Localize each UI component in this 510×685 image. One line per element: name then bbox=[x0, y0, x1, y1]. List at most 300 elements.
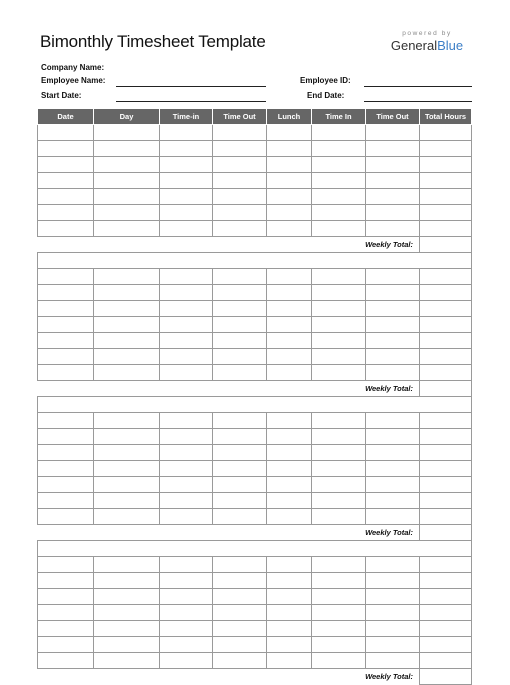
brand-powered-by: powered by bbox=[402, 30, 452, 37]
lunch-cell[interactable] bbox=[267, 493, 312, 509]
day-cell[interactable] bbox=[94, 189, 160, 205]
day-cell[interactable] bbox=[94, 333, 160, 349]
time-out-2-cell[interactable] bbox=[366, 205, 420, 221]
day-cell[interactable] bbox=[94, 285, 160, 301]
entry-row bbox=[38, 413, 472, 429]
day-cell[interactable] bbox=[94, 125, 160, 141]
time-in-cell[interactable] bbox=[160, 349, 213, 365]
start-date-field[interactable] bbox=[116, 101, 266, 102]
date-cell[interactable] bbox=[38, 189, 94, 205]
date-cell[interactable] bbox=[38, 141, 94, 157]
time-out-cell[interactable] bbox=[213, 461, 267, 477]
lunch-cell[interactable] bbox=[267, 333, 312, 349]
spacer-cell bbox=[213, 381, 267, 397]
time-in-cell[interactable] bbox=[160, 173, 213, 189]
spacer-cell bbox=[38, 381, 94, 397]
time-out-cell[interactable] bbox=[213, 301, 267, 317]
spacer-cell bbox=[38, 669, 94, 685]
total-hours-cell[interactable] bbox=[420, 429, 472, 445]
time-in-2-cell[interactable] bbox=[312, 221, 366, 237]
lunch-cell[interactable] bbox=[267, 349, 312, 365]
spacer-cell bbox=[38, 237, 94, 253]
time-out-2-cell[interactable] bbox=[366, 365, 420, 381]
total-hours-cell[interactable] bbox=[420, 317, 472, 333]
total-hours-cell[interactable] bbox=[420, 269, 472, 285]
date-cell[interactable] bbox=[38, 333, 94, 349]
total-hours-cell[interactable] bbox=[420, 477, 472, 493]
time-in-cell[interactable] bbox=[160, 413, 213, 429]
column-header-lunch: Lunch bbox=[267, 109, 312, 125]
day-cell[interactable] bbox=[94, 317, 160, 333]
day-cell[interactable] bbox=[94, 221, 160, 237]
time-out-2-cell[interactable] bbox=[366, 493, 420, 509]
total-hours-cell[interactable] bbox=[420, 205, 472, 221]
time-in-cell[interactable] bbox=[160, 221, 213, 237]
entry-row bbox=[38, 653, 472, 669]
day-cell[interactable] bbox=[94, 653, 160, 669]
lunch-cell[interactable] bbox=[267, 365, 312, 381]
date-cell[interactable] bbox=[38, 637, 94, 653]
day-cell[interactable] bbox=[94, 205, 160, 221]
entry-row bbox=[38, 301, 472, 317]
time-in-cell[interactable] bbox=[160, 637, 213, 653]
lunch-cell[interactable] bbox=[267, 557, 312, 573]
total-hours-cell[interactable] bbox=[420, 605, 472, 621]
entry-row bbox=[38, 445, 472, 461]
date-cell[interactable] bbox=[38, 509, 94, 525]
day-cell[interactable] bbox=[94, 621, 160, 637]
end-date-field[interactable] bbox=[364, 101, 472, 102]
time-out-cell[interactable] bbox=[213, 205, 267, 221]
time-in-2-cell[interactable] bbox=[312, 461, 366, 477]
day-cell[interactable] bbox=[94, 509, 160, 525]
time-out-2-cell[interactable] bbox=[366, 477, 420, 493]
time-in-2-cell[interactable] bbox=[312, 173, 366, 189]
lunch-cell[interactable] bbox=[267, 589, 312, 605]
entry-row bbox=[38, 157, 472, 173]
lunch-cell[interactable] bbox=[267, 445, 312, 461]
lunch-cell[interactable] bbox=[267, 221, 312, 237]
spacer-cell bbox=[160, 525, 213, 541]
lunch-cell[interactable] bbox=[267, 269, 312, 285]
total-hours-cell[interactable] bbox=[420, 557, 472, 573]
time-in-2-cell[interactable] bbox=[312, 365, 366, 381]
page-title: Bimonthly Timesheet Template bbox=[40, 32, 266, 51]
time-out-2-cell[interactable] bbox=[366, 589, 420, 605]
column-header-day: Day bbox=[94, 109, 160, 125]
timesheet-table bbox=[37, 108, 472, 685]
time-in-cell[interactable] bbox=[160, 205, 213, 221]
lunch-cell[interactable] bbox=[267, 301, 312, 317]
date-cell[interactable] bbox=[38, 445, 94, 461]
time-in-cell[interactable] bbox=[160, 365, 213, 381]
employee-id-field[interactable] bbox=[364, 86, 472, 87]
day-cell[interactable] bbox=[94, 637, 160, 653]
column-header-time-out-2: Time Out bbox=[366, 109, 420, 125]
entry-row bbox=[38, 173, 472, 189]
time-in-cell[interactable] bbox=[160, 317, 213, 333]
time-in-cell[interactable] bbox=[160, 621, 213, 637]
time-out-2-cell[interactable] bbox=[366, 285, 420, 301]
day-cell[interactable] bbox=[94, 461, 160, 477]
total-hours-cell[interactable] bbox=[420, 509, 472, 525]
start-date-label: Start Date: bbox=[41, 91, 82, 100]
day-cell[interactable] bbox=[94, 269, 160, 285]
time-in-cell[interactable] bbox=[160, 477, 213, 493]
day-cell[interactable] bbox=[94, 573, 160, 589]
time-out-2-cell[interactable] bbox=[366, 573, 420, 589]
lunch-cell[interactable] bbox=[267, 141, 312, 157]
time-out-cell[interactable] bbox=[213, 621, 267, 637]
day-cell[interactable] bbox=[94, 173, 160, 189]
weekly-total-label: Weekly Total: bbox=[365, 528, 413, 537]
time-in-2-cell[interactable] bbox=[312, 605, 366, 621]
lunch-cell[interactable] bbox=[267, 653, 312, 669]
lunch-cell[interactable] bbox=[267, 317, 312, 333]
time-out-cell[interactable] bbox=[213, 429, 267, 445]
time-out-cell[interactable] bbox=[213, 349, 267, 365]
lunch-cell[interactable] bbox=[267, 125, 312, 141]
lunch-cell[interactable] bbox=[267, 461, 312, 477]
weekly-total-label: Weekly Total: bbox=[365, 384, 413, 393]
employee-name-label: Employee Name: bbox=[41, 76, 106, 85]
time-out-2-cell[interactable] bbox=[366, 557, 420, 573]
total-hours-cell[interactable] bbox=[420, 573, 472, 589]
date-cell[interactable] bbox=[38, 653, 94, 669]
weekly-total-label: Weekly Total: bbox=[365, 672, 413, 682]
total-hours-cell[interactable] bbox=[420, 445, 472, 461]
date-cell[interactable] bbox=[38, 557, 94, 573]
time-in-cell[interactable] bbox=[160, 429, 213, 445]
time-out-cell[interactable] bbox=[213, 589, 267, 605]
employee-name-field[interactable] bbox=[116, 86, 266, 87]
date-cell[interactable] bbox=[38, 205, 94, 221]
time-in-cell[interactable] bbox=[160, 269, 213, 285]
company-name-label: Company Name: bbox=[41, 63, 105, 72]
time-out-cell[interactable] bbox=[213, 141, 267, 157]
time-out-cell[interactable] bbox=[213, 269, 267, 285]
entry-row bbox=[38, 493, 472, 509]
day-cell[interactable] bbox=[94, 413, 160, 429]
time-in-2-cell[interactable] bbox=[312, 317, 366, 333]
entry-row bbox=[38, 141, 472, 157]
total-hours-cell[interactable] bbox=[420, 493, 472, 509]
entry-row bbox=[38, 285, 472, 301]
date-cell[interactable] bbox=[38, 317, 94, 333]
time-in-2-cell[interactable] bbox=[312, 125, 366, 141]
time-out-2-cell[interactable] bbox=[366, 349, 420, 365]
entry-row bbox=[38, 477, 472, 493]
entry-row bbox=[38, 365, 472, 381]
entry-row bbox=[38, 349, 472, 365]
day-cell[interactable] bbox=[94, 141, 160, 157]
lunch-cell[interactable] bbox=[267, 173, 312, 189]
time-out-2-cell[interactable] bbox=[366, 269, 420, 285]
time-in-2-cell[interactable] bbox=[312, 189, 366, 205]
date-cell[interactable] bbox=[38, 125, 94, 141]
weekly-total-value[interactable] bbox=[420, 525, 472, 541]
timesheet bbox=[37, 108, 471, 685]
time-out-cell[interactable] bbox=[213, 653, 267, 669]
lunch-cell[interactable] bbox=[267, 477, 312, 493]
time-out-cell[interactable] bbox=[213, 333, 267, 349]
time-in-2-cell[interactable] bbox=[312, 493, 366, 509]
spacer-cell bbox=[94, 237, 160, 253]
time-out-cell[interactable] bbox=[213, 125, 267, 141]
lunch-cell[interactable] bbox=[267, 573, 312, 589]
column-header-date: Date bbox=[38, 109, 94, 125]
date-cell[interactable] bbox=[38, 621, 94, 637]
time-in-2-cell[interactable] bbox=[312, 429, 366, 445]
day-cell[interactable] bbox=[94, 365, 160, 381]
lunch-cell[interactable] bbox=[267, 189, 312, 205]
time-out-2-cell[interactable] bbox=[366, 621, 420, 637]
entry-row bbox=[38, 557, 472, 573]
date-cell[interactable] bbox=[38, 493, 94, 509]
spacer-cell bbox=[160, 669, 213, 685]
time-in-2-cell[interactable] bbox=[312, 269, 366, 285]
total-hours-cell[interactable] bbox=[420, 349, 472, 365]
total-hours-cell[interactable] bbox=[420, 365, 472, 381]
entry-row bbox=[38, 205, 472, 221]
spacer-cell bbox=[267, 669, 312, 685]
time-in-cell[interactable] bbox=[160, 157, 213, 173]
header-row bbox=[38, 109, 472, 125]
spacer-cell bbox=[94, 381, 160, 397]
time-in-2-cell[interactable] bbox=[312, 205, 366, 221]
time-in-2-cell[interactable] bbox=[312, 557, 366, 573]
time-in-2-cell[interactable] bbox=[312, 573, 366, 589]
time-out-2-cell[interactable] bbox=[366, 637, 420, 653]
total-hours-cell[interactable] bbox=[420, 621, 472, 637]
day-cell[interactable] bbox=[94, 349, 160, 365]
total-hours-cell[interactable] bbox=[420, 157, 472, 173]
time-in-2-cell[interactable] bbox=[312, 413, 366, 429]
time-in-cell[interactable] bbox=[160, 653, 213, 669]
end-date-label: End Date: bbox=[307, 91, 345, 100]
total-hours-cell[interactable] bbox=[420, 189, 472, 205]
time-in-cell[interactable] bbox=[160, 493, 213, 509]
block-gap bbox=[38, 541, 472, 557]
weekly-total-row bbox=[38, 669, 472, 685]
day-cell[interactable] bbox=[94, 429, 160, 445]
time-out-cell[interactable] bbox=[213, 445, 267, 461]
time-out-2-cell[interactable] bbox=[366, 189, 420, 205]
time-out-2-cell[interactable] bbox=[366, 317, 420, 333]
time-in-2-cell[interactable] bbox=[312, 477, 366, 493]
day-cell[interactable] bbox=[94, 557, 160, 573]
time-out-2-cell[interactable] bbox=[366, 301, 420, 317]
spacer-cell bbox=[213, 669, 267, 685]
time-in-cell[interactable] bbox=[160, 573, 213, 589]
spacer-cell bbox=[160, 237, 213, 253]
time-in-cell[interactable] bbox=[160, 605, 213, 621]
total-hours-cell[interactable] bbox=[420, 125, 472, 141]
lunch-cell[interactable] bbox=[267, 621, 312, 637]
time-in-2-cell[interactable] bbox=[312, 349, 366, 365]
date-cell[interactable] bbox=[38, 173, 94, 189]
date-cell[interactable] bbox=[38, 157, 94, 173]
lunch-cell[interactable] bbox=[267, 605, 312, 621]
time-in-2-cell[interactable] bbox=[312, 509, 366, 525]
time-out-2-cell[interactable] bbox=[366, 653, 420, 669]
entry-row bbox=[38, 221, 472, 237]
column-header-total-hours: Total Hours bbox=[420, 109, 472, 125]
time-out-cell[interactable] bbox=[213, 509, 267, 525]
total-hours-cell[interactable] bbox=[420, 141, 472, 157]
entry-row bbox=[38, 509, 472, 525]
time-out-cell[interactable] bbox=[213, 557, 267, 573]
spacer-cell bbox=[267, 237, 312, 253]
weekly-total-row bbox=[38, 525, 472, 541]
spacer-cell bbox=[38, 525, 94, 541]
time-in-cell[interactable] bbox=[160, 189, 213, 205]
day-cell[interactable] bbox=[94, 477, 160, 493]
time-in-2-cell[interactable] bbox=[312, 141, 366, 157]
time-in-2-cell[interactable] bbox=[312, 637, 366, 653]
time-out-2-cell[interactable] bbox=[366, 221, 420, 237]
time-in-cell[interactable] bbox=[160, 285, 213, 301]
entry-row bbox=[38, 333, 472, 349]
weekly-total-value[interactable] bbox=[420, 669, 472, 685]
time-out-cell[interactable] bbox=[213, 173, 267, 189]
date-cell[interactable] bbox=[38, 461, 94, 477]
time-in-2-cell[interactable] bbox=[312, 301, 366, 317]
entry-row bbox=[38, 461, 472, 477]
date-cell[interactable] bbox=[38, 301, 94, 317]
time-out-cell[interactable] bbox=[213, 221, 267, 237]
time-in-cell[interactable] bbox=[160, 589, 213, 605]
time-out-2-cell[interactable] bbox=[366, 605, 420, 621]
entry-row bbox=[38, 605, 472, 621]
entry-row bbox=[38, 317, 472, 333]
spacer-cell bbox=[213, 237, 267, 253]
lunch-cell[interactable] bbox=[267, 413, 312, 429]
date-cell[interactable] bbox=[38, 221, 94, 237]
total-hours-cell[interactable] bbox=[420, 221, 472, 237]
time-out-cell[interactable] bbox=[213, 573, 267, 589]
date-cell[interactable] bbox=[38, 413, 94, 429]
date-cell[interactable] bbox=[38, 589, 94, 605]
day-cell[interactable] bbox=[94, 157, 160, 173]
time-out-cell[interactable] bbox=[213, 605, 267, 621]
time-out-2-cell[interactable] bbox=[366, 461, 420, 477]
total-hours-cell[interactable] bbox=[420, 413, 472, 429]
time-in-cell[interactable] bbox=[160, 125, 213, 141]
column-header-time-in-2: Time In bbox=[312, 109, 366, 125]
entry-row bbox=[38, 189, 472, 205]
day-cell[interactable] bbox=[94, 445, 160, 461]
weekly-total-value[interactable] bbox=[420, 237, 472, 253]
time-out-cell[interactable] bbox=[213, 189, 267, 205]
time-out-2-cell[interactable] bbox=[366, 157, 420, 173]
time-in-cell[interactable] bbox=[160, 445, 213, 461]
time-out-2-cell[interactable] bbox=[366, 413, 420, 429]
lunch-cell[interactable] bbox=[267, 509, 312, 525]
brand-name-general: General bbox=[390, 38, 438, 53]
gap-cell bbox=[38, 541, 472, 557]
time-out-2-cell[interactable] bbox=[366, 429, 420, 445]
date-cell[interactable] bbox=[38, 573, 94, 589]
total-hours-cell[interactable] bbox=[420, 653, 472, 669]
date-cell[interactable] bbox=[38, 477, 94, 493]
time-out-cell[interactable] bbox=[213, 285, 267, 301]
time-out-2-cell[interactable] bbox=[366, 141, 420, 157]
total-hours-cell[interactable] bbox=[420, 589, 472, 605]
total-hours-cell[interactable] bbox=[420, 285, 472, 301]
time-out-cell[interactable] bbox=[213, 637, 267, 653]
column-header-time-in: Time-in bbox=[160, 109, 213, 125]
time-out-cell[interactable] bbox=[213, 413, 267, 429]
time-out-2-cell[interactable] bbox=[366, 509, 420, 525]
time-in-cell[interactable] bbox=[160, 141, 213, 157]
time-in-cell[interactable] bbox=[160, 509, 213, 525]
time-out-2-cell[interactable] bbox=[366, 333, 420, 349]
weekly-total-value[interactable] bbox=[420, 381, 472, 397]
time-in-2-cell[interactable] bbox=[312, 653, 366, 669]
total-hours-cell[interactable] bbox=[420, 173, 472, 189]
time-out-2-cell[interactable] bbox=[366, 125, 420, 141]
time-in-cell[interactable] bbox=[160, 301, 213, 317]
date-cell[interactable] bbox=[38, 429, 94, 445]
lunch-cell[interactable] bbox=[267, 157, 312, 173]
timesheet-body bbox=[38, 125, 472, 685]
time-in-2-cell[interactable] bbox=[312, 285, 366, 301]
lunch-cell[interactable] bbox=[267, 285, 312, 301]
date-cell[interactable] bbox=[38, 269, 94, 285]
total-hours-cell[interactable] bbox=[420, 301, 472, 317]
time-in-cell[interactable] bbox=[160, 461, 213, 477]
entry-row bbox=[38, 429, 472, 445]
total-hours-cell[interactable] bbox=[420, 333, 472, 349]
day-cell[interactable] bbox=[94, 301, 160, 317]
time-out-2-cell[interactable] bbox=[366, 173, 420, 189]
day-cell[interactable] bbox=[94, 589, 160, 605]
time-in-2-cell[interactable] bbox=[312, 589, 366, 605]
date-cell[interactable] bbox=[38, 365, 94, 381]
day-cell[interactable] bbox=[94, 493, 160, 509]
lunch-cell[interactable] bbox=[267, 205, 312, 221]
date-cell[interactable] bbox=[38, 285, 94, 301]
time-out-cell[interactable] bbox=[213, 157, 267, 173]
lunch-cell[interactable] bbox=[267, 429, 312, 445]
time-in-2-cell[interactable] bbox=[312, 445, 366, 461]
time-out-cell[interactable] bbox=[213, 477, 267, 493]
time-in-2-cell[interactable] bbox=[312, 621, 366, 637]
brand-logo bbox=[384, 30, 470, 53]
employee-id-label: Employee ID: bbox=[300, 76, 351, 85]
time-in-2-cell[interactable] bbox=[312, 157, 366, 173]
gap-cell bbox=[38, 253, 472, 269]
gap-cell bbox=[38, 397, 472, 413]
weekly-total-row bbox=[38, 381, 472, 397]
total-hours-cell[interactable] bbox=[420, 637, 472, 653]
date-cell[interactable] bbox=[38, 605, 94, 621]
total-hours-cell[interactable] bbox=[420, 461, 472, 477]
spacer-cell bbox=[94, 525, 160, 541]
time-out-cell[interactable] bbox=[213, 317, 267, 333]
date-cell[interactable] bbox=[38, 349, 94, 365]
time-in-cell[interactable] bbox=[160, 557, 213, 573]
time-out-2-cell[interactable] bbox=[366, 445, 420, 461]
time-out-cell[interactable] bbox=[213, 365, 267, 381]
time-out-cell[interactable] bbox=[213, 493, 267, 509]
time-in-2-cell[interactable] bbox=[312, 333, 366, 349]
brand-name bbox=[384, 38, 470, 53]
lunch-cell[interactable] bbox=[267, 637, 312, 653]
day-cell[interactable] bbox=[94, 605, 160, 621]
time-in-cell[interactable] bbox=[160, 333, 213, 349]
